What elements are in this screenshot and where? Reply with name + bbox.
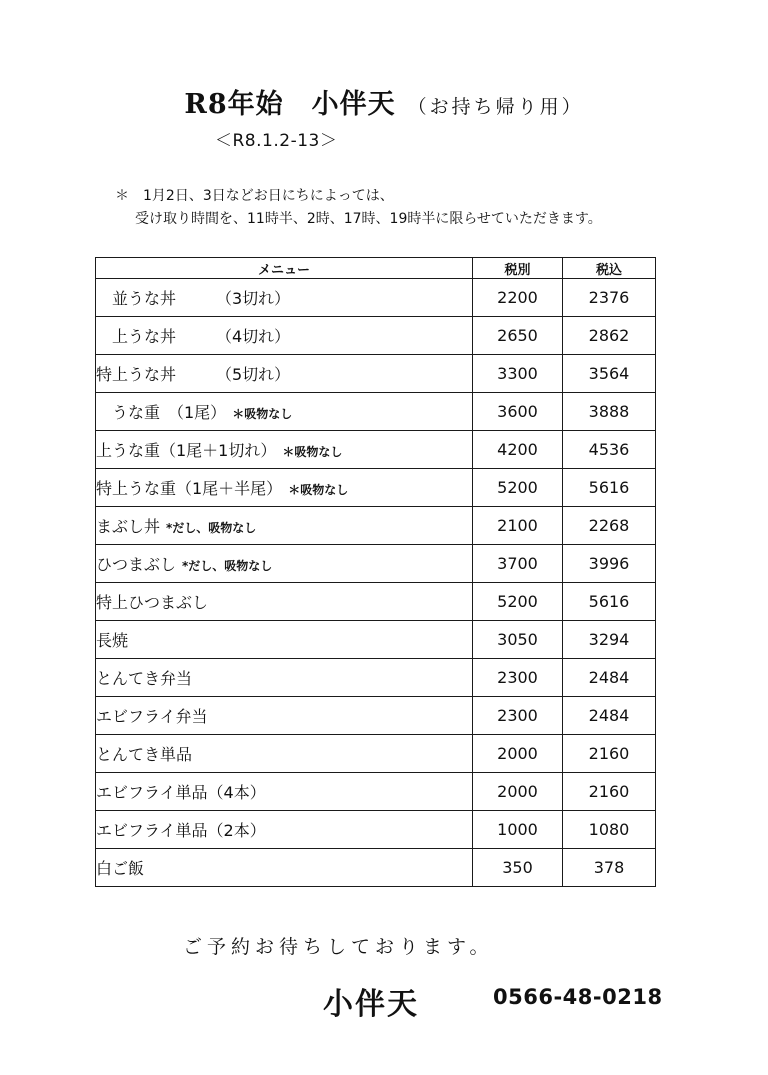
price-in-tax: 5616 xyxy=(563,583,656,621)
menu-item-cell xyxy=(96,735,473,773)
menu-item-cell xyxy=(96,849,473,887)
menu-item-name: エビフライ弁当 xyxy=(96,707,208,726)
price-in-tax: 1080 xyxy=(563,811,656,849)
table-row xyxy=(96,431,656,469)
menu-item-name: とんてき弁当 xyxy=(96,669,193,688)
menu-item-name: エビフライ単品（2本） xyxy=(96,821,266,840)
table-row xyxy=(96,773,656,811)
table-row xyxy=(96,735,656,773)
menu-item-cell xyxy=(96,545,473,583)
menu-item-cell xyxy=(96,507,473,545)
period-label: ＜R8.1.2-13＞ xyxy=(215,131,338,151)
price-in-tax: 4536 xyxy=(563,431,656,469)
menu-item-name: 並うな丼 （3切れ） xyxy=(96,289,291,308)
price-ex-tax: 3050 xyxy=(473,621,563,659)
menu-item-name: とんてき単品 xyxy=(96,745,193,764)
menu-item-cell xyxy=(96,773,473,811)
price-in-tax: 2160 xyxy=(563,735,656,773)
price-ex-tax: 4200 xyxy=(473,431,563,469)
menu-item-note: ＊吸物なし xyxy=(288,483,349,497)
price-in-tax: 378 xyxy=(563,849,656,887)
price-ex-tax: 3300 xyxy=(473,355,563,393)
price-ex-tax: 2000 xyxy=(473,773,563,811)
table-row xyxy=(96,279,656,317)
price-in-tax: 5616 xyxy=(563,469,656,507)
table-row xyxy=(96,545,656,583)
price-in-tax: 3888 xyxy=(563,393,656,431)
menu-item-note: *だし、吸物なし xyxy=(166,521,257,535)
price-ex-tax: 2300 xyxy=(473,697,563,735)
table-row xyxy=(96,811,656,849)
menu-table-body xyxy=(96,279,656,887)
notice-line-1 xyxy=(115,185,394,205)
table-row xyxy=(96,697,656,735)
price-ex-tax: 1000 xyxy=(473,811,563,849)
menu-item-name: 長焼 xyxy=(96,631,129,650)
price-ex-tax: 350 xyxy=(473,849,563,887)
price-ex-tax: 2200 xyxy=(473,279,563,317)
menu-item-cell xyxy=(96,583,473,621)
column-header-price-ex: 税別 xyxy=(473,258,563,279)
menu-item-cell xyxy=(96,811,473,849)
notice-text-1: 1月2日、3日などお日にちによっては、 xyxy=(143,188,394,204)
page-title: R8年始 小伴天 xyxy=(184,89,396,120)
menu-item-note: ＊吸物なし xyxy=(282,445,343,459)
price-ex-tax: 2300 xyxy=(473,659,563,697)
menu-item-name: ひつまぶし xyxy=(96,555,177,574)
price-ex-tax: 3600 xyxy=(473,393,563,431)
menu-item-note: *だし、吸物なし xyxy=(182,559,273,573)
price-in-tax: 3996 xyxy=(563,545,656,583)
table-row xyxy=(96,621,656,659)
menu-item-name: うな重 （1尾） xyxy=(96,403,227,422)
notice-mark: ＊ xyxy=(115,188,129,204)
price-in-tax: 2484 xyxy=(563,697,656,735)
menu-item-cell xyxy=(96,279,473,317)
menu-item-name: 上うな丼 （4切れ） xyxy=(96,327,291,346)
menu-item-cell xyxy=(96,659,473,697)
table-row xyxy=(96,355,656,393)
menu-item-cell xyxy=(96,469,473,507)
price-in-tax: 3564 xyxy=(563,355,656,393)
price-ex-tax: 2650 xyxy=(473,317,563,355)
menu-item-name: 特上ひつまぶし xyxy=(96,593,209,612)
price-ex-tax: 3700 xyxy=(473,545,563,583)
menu-item-cell xyxy=(96,317,473,355)
column-header-menu: メニュー xyxy=(96,258,473,279)
table-row xyxy=(96,393,656,431)
price-ex-tax: 2100 xyxy=(473,507,563,545)
menu-item-cell xyxy=(96,393,473,431)
page-subtitle: （お持ち帰り用） xyxy=(407,96,584,118)
shop-name: 小伴天 xyxy=(323,987,419,1022)
menu-item-name: 特上うな重（1尾＋半尾） xyxy=(96,479,283,498)
table-row xyxy=(96,469,656,507)
column-header-price-in: 税込 xyxy=(563,258,656,279)
notice-line-2: 受け取り時間を、11時半、2時、17時、19時半に限らせていただきます。 xyxy=(135,211,602,227)
reservation-message: ご予約お待ちしております。 xyxy=(183,936,494,958)
menu-item-name: 白ご飯 xyxy=(96,859,145,878)
table-header-row xyxy=(96,258,656,279)
menu-item-cell xyxy=(96,621,473,659)
table-row xyxy=(96,507,656,545)
menu-item-cell xyxy=(96,431,473,469)
price-in-tax: 2376 xyxy=(563,279,656,317)
menu-item-name: 特上うな丼 （5切れ） xyxy=(96,365,291,384)
price-in-tax: 2268 xyxy=(563,507,656,545)
menu-item-cell xyxy=(96,697,473,735)
price-in-tax: 2862 xyxy=(563,317,656,355)
title-row xyxy=(0,82,768,121)
price-in-tax: 2160 xyxy=(563,773,656,811)
price-in-tax: 2484 xyxy=(563,659,656,697)
menu-item-note: ＊吸物なし xyxy=(232,407,293,421)
menu-table xyxy=(95,257,656,887)
price-ex-tax: 2000 xyxy=(473,735,563,773)
menu-item-name: 上うな重（1尾＋1切れ） xyxy=(96,441,277,460)
menu-item-cell xyxy=(96,355,473,393)
table-row xyxy=(96,659,656,697)
price-ex-tax: 5200 xyxy=(473,583,563,621)
price-ex-tax: 5200 xyxy=(473,469,563,507)
menu-item-name: まぶし丼 xyxy=(96,517,161,536)
phone-number: 0566-48-0218 xyxy=(493,985,663,1009)
price-in-tax: 3294 xyxy=(563,621,656,659)
table-row xyxy=(96,849,656,887)
table-row xyxy=(96,583,656,621)
table-row xyxy=(96,317,656,355)
menu-item-name: エビフライ単品（4本） xyxy=(96,783,266,802)
